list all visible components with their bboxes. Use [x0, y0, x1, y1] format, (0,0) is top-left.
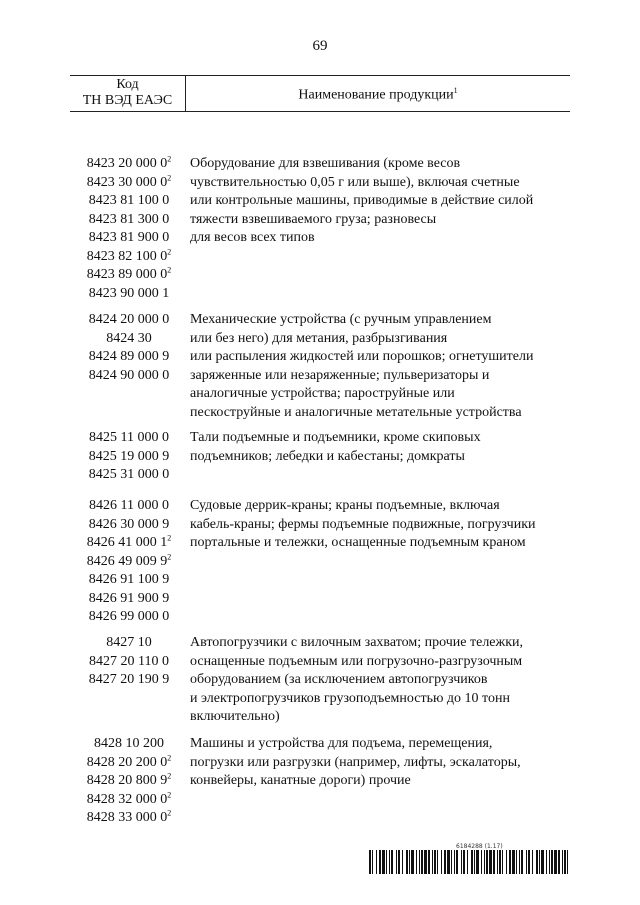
code-item: 8428 10 200: [94, 736, 164, 751]
barcode-bar: [497, 850, 498, 874]
code-item: 8424 89 000 9: [88, 349, 170, 364]
description-line: Автопогрузчики с вилочным захватом; прочие тележки,: [190, 635, 523, 650]
code-list: [70, 735, 188, 828]
column-header-code: [70, 77, 185, 109]
barcode-bar: [428, 850, 430, 874]
barcode-bar: [519, 850, 520, 874]
barcode-bar: [437, 850, 438, 874]
product-description: [190, 634, 575, 727]
barcode-bar: [562, 850, 563, 874]
barcode-bar: [539, 850, 540, 874]
barcode-bar: [389, 850, 390, 874]
barcode-bar: [463, 850, 465, 874]
description-line: конвейеры, канатные дороги) прочие: [190, 773, 411, 788]
barcode-bar: [398, 850, 400, 874]
description-line: включительно): [190, 709, 280, 724]
description-line: или без него) для метания, разбрызгивания: [190, 330, 448, 346]
barcode-bar: [434, 850, 436, 874]
barcode-bar: [528, 850, 530, 874]
barcode-bar: [411, 850, 414, 874]
code-item: 8423 30 000 $0^2$: [86, 172, 172, 190]
description-line: и электропогрузчиков грузоподъемностью до 10 тонн: [190, 690, 510, 706]
barcode-bar: [506, 850, 507, 874]
code-item: 8425 31 000 0: [88, 467, 170, 482]
barcode-bar: [467, 850, 468, 874]
product-description: [190, 429, 575, 466]
code-item: 8428 20 800 $9^2$: [86, 771, 172, 788]
description-line: погрузки или разгрузки (например, лифты, эскалаторы,: [190, 754, 521, 770]
code-item: 8427 10: [106, 635, 152, 650]
code-item: 8426 99 000 0: [88, 609, 170, 624]
product-description: [190, 155, 575, 248]
barcode-bar: [521, 850, 523, 874]
code-item: 8428 32 000 $0^2$: [86, 789, 172, 807]
barcode-bar: [509, 850, 511, 874]
description-line: или контрольные машины, приводимые в действие силой: [190, 193, 534, 208]
table-header-bottom-rule: [70, 111, 570, 112]
barcode-bar: [486, 850, 488, 874]
barcode-bar: [484, 850, 485, 874]
barcode-bar: [499, 850, 501, 874]
description-line: аналогичные устройства; пароструйные или: [190, 386, 455, 401]
description-line: оборудованием (за исключением автопогрузчиков: [190, 672, 488, 687]
barcode-bar: [382, 850, 385, 874]
barcode-bar: [476, 850, 479, 874]
barcode-bar: [372, 850, 373, 874]
barcode-bar: [432, 850, 433, 874]
barcode-bar: [567, 850, 568, 874]
code-item: 8423 20 000 $0^2$: [86, 154, 172, 171]
page-number: 69: [312, 38, 328, 54]
description-line: или распыления жидкостей или порошков; огнетушители: [190, 349, 534, 364]
code-item: 8427 20 110 0: [89, 653, 169, 669]
product-description: [190, 497, 575, 553]
code-item: 8423 82 100 $0^2$: [86, 246, 172, 264]
barcode-bar: [541, 850, 544, 874]
column-header-code-line2: ТН ВЭД ЕАЭС: [82, 93, 173, 108]
barcode-bar: [489, 850, 492, 874]
description-line: оснащенные подъемным или погрузочно-разгрузочным: [190, 653, 523, 669]
barcode-bar: [369, 850, 371, 874]
code-item: 8425 19 000 9: [88, 448, 170, 464]
barcode-bar: [532, 850, 533, 874]
barcode-bar: [419, 850, 420, 874]
code-list: [70, 429, 188, 485]
barcode-bar: [424, 850, 427, 874]
code-item: 8423 90 000 1: [88, 285, 170, 301]
barcode-bar: [451, 850, 452, 874]
barcode-bar: [416, 850, 417, 874]
code-item: 8426 11 000 0: [89, 498, 169, 513]
code-item: 8424 30: [106, 330, 152, 346]
table-header-top-rule: [70, 75, 570, 76]
description-line: подъемников; лебедки и кабестаны; домкраты: [190, 448, 465, 464]
code-list: [70, 634, 188, 690]
product-description: [190, 311, 575, 422]
barcode-bar: [558, 850, 560, 874]
column-header-name-text: Наименование продукции: [298, 87, 454, 103]
column-header-code-line1: Код: [116, 77, 139, 92]
barcode-bar: [409, 850, 410, 874]
description-line: Механические устройства (с ручным управлением: [190, 312, 492, 327]
barcode-bar: [396, 850, 397, 874]
barcode-bar: [456, 850, 458, 874]
code-item: 8423 81 300 0: [88, 211, 170, 227]
code-item: 8423 81 100 0: [88, 193, 170, 208]
code-item: 8426 91 900 9: [88, 590, 170, 606]
barcode-bar: [516, 850, 517, 874]
description-line: Оборудование для взвешивания (кроме весов: [190, 156, 461, 171]
barcode-bar: [551, 850, 553, 874]
barcode-bar: [391, 850, 393, 874]
barcode-bar: [379, 850, 381, 874]
description-line: портальные и тележки, оснащенные подъемным краном: [190, 535, 526, 550]
code-item: 8428 33 000 $0^2$: [86, 808, 172, 825]
code-item: 8426 91 100 9: [88, 572, 170, 587]
barcode-bar: [444, 850, 446, 874]
barcode-bar: [536, 850, 538, 874]
code-item: 8423 89 000 $0^2$: [86, 265, 172, 282]
column-header-footnote: 1: [453, 86, 458, 95]
barcode-bar: [554, 850, 557, 874]
barcode-bar: [546, 850, 547, 874]
barcode-bar: [512, 850, 515, 874]
description-line: заряженные или незаряженные; пульверизаторы и: [190, 367, 490, 383]
code-item: 8425 11 000 0: [89, 430, 169, 445]
barcode-bar: [402, 850, 403, 874]
code-item: 8423 81 900 0: [88, 230, 170, 245]
barcode-bar: [549, 850, 550, 874]
code-item: 8428 20 200 $0^2$: [86, 752, 172, 770]
description-line: тяжести взвешиваемого груза; разновесы: [190, 211, 437, 227]
description-line: пескоструйные и аналогичные метательные устройства: [190, 404, 522, 420]
barcode-bar: [526, 850, 527, 874]
code-item: 8424 20 000 0: [88, 312, 170, 327]
barcode-bar: [406, 850, 408, 874]
barcode-bar: [471, 850, 473, 874]
code-list: [70, 311, 188, 385]
barcode-bar: [447, 850, 450, 874]
barcode-bar: [386, 850, 387, 874]
barcode-bar: [454, 850, 455, 874]
barcode-bar: [441, 850, 442, 874]
code-list: [70, 155, 188, 303]
code-list: [70, 497, 188, 627]
barcode-caption: 6184288 (1.17): [456, 843, 503, 850]
barcode-bar: [564, 850, 566, 874]
barcode-bar: [493, 850, 495, 874]
barcode-bar: [481, 850, 482, 874]
description-line: для весов всех типов: [190, 230, 315, 245]
description-line: Судовые деррик-краны; краны подъемные, включая: [190, 498, 500, 513]
code-item: 8427 20 190 9: [88, 672, 170, 687]
column-header-name: [186, 86, 570, 104]
description-line: кабель-краны; фермы подъемные подвижные, погрузчики: [190, 516, 536, 532]
barcode-bar: [461, 850, 462, 874]
product-description: [190, 735, 575, 791]
description-line: Машины и устройства для подъема, перемещения,: [190, 736, 493, 751]
description-line: Тали подъемные и подъемники, кроме скиповых: [190, 430, 481, 445]
code-item: 8426 49 009 $9^2$: [86, 551, 172, 569]
code-item: 8426 41 000 $1^2$: [86, 533, 172, 550]
description-line: чувствительностью 0,05 г или выше), включая счетные: [190, 174, 520, 190]
code-item: 8426 30 000 9: [88, 516, 170, 532]
barcode-bar: [421, 850, 423, 874]
barcode-bar: [502, 850, 503, 874]
barcode-bar: [474, 850, 475, 874]
code-item: 8424 90 000 0: [88, 367, 170, 383]
barcode-bar: [376, 850, 377, 874]
barcode-image: [369, 850, 571, 874]
